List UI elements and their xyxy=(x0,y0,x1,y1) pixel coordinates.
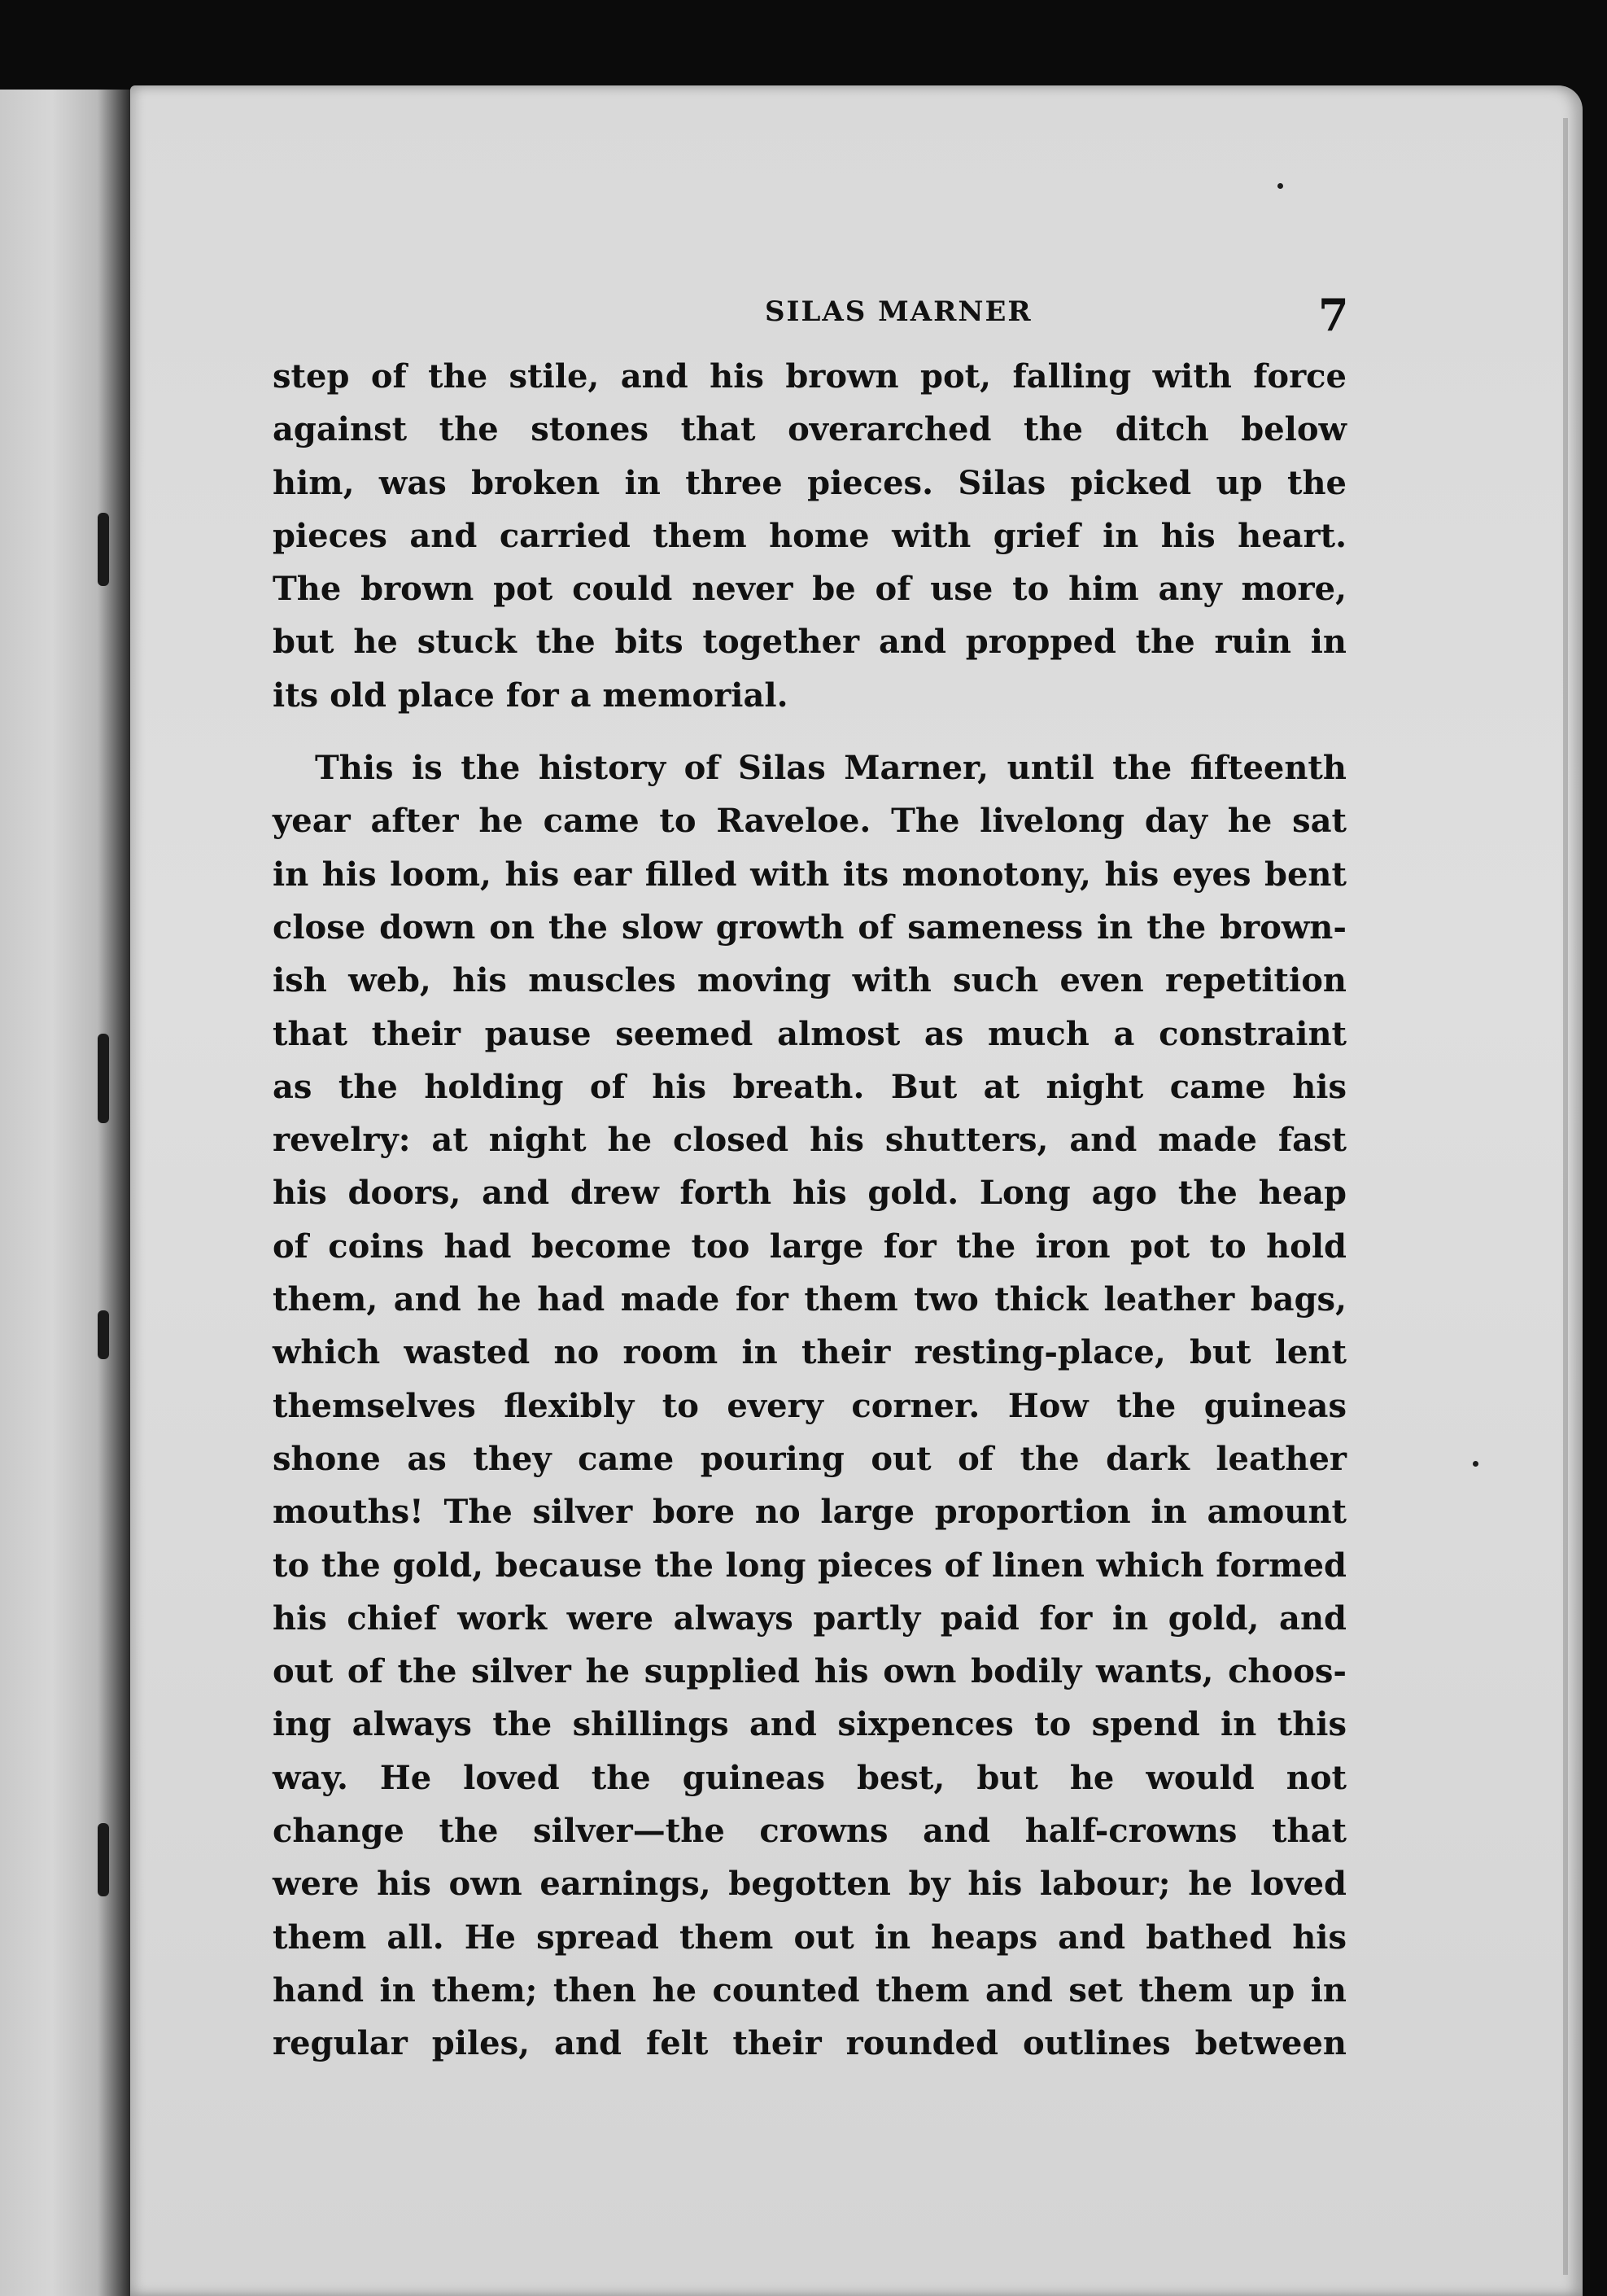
body-text xyxy=(273,350,1347,2071)
text-line: them, and he had made for them two thick leather bags, xyxy=(273,1280,1347,1319)
previous-page-edge xyxy=(0,90,130,2296)
text-line: to the gold, because the long pieces of linen which formed xyxy=(273,1546,1347,1585)
text-line: ing always the shillings and sixpences to spend in this xyxy=(273,1705,1347,1744)
text-line: of coins had become too large for the iron pot to hold xyxy=(273,1227,1347,1266)
text-line: out of the silver he supplied his own bodily wants, choos- xyxy=(273,1652,1347,1691)
text-line: hand in them; then he counted them and set them up in xyxy=(273,1970,1347,2010)
text-line: year after he came to Raveloe. The livelong day he sat xyxy=(273,802,1347,841)
running-head xyxy=(130,289,1583,341)
text-line: regular piles, and felt their rounded outlines between xyxy=(273,2024,1347,2063)
binding-mark xyxy=(98,513,109,586)
text-line: in his loom, his ear filled with its monotony, his eyes bent xyxy=(273,855,1347,894)
text-line: revelry: at night he closed his shutters, and made fast xyxy=(273,1121,1347,1160)
text-line: themselves flexibly to every corner. How the guineas xyxy=(273,1386,1347,1425)
text-line: This is the history of Silas Marner, until the fifteenth xyxy=(315,749,1347,788)
text-line: close down on the slow growth of sameness in the brown- xyxy=(273,907,1347,947)
paragraph-gap xyxy=(273,722,1347,741)
text-line: as the holding of his breath. But at night came his xyxy=(273,1067,1347,1106)
text-line: but he stuck the bits together and propped the ruin in xyxy=(273,623,1347,662)
text-line: which wasted no room in their resting-place, but lent xyxy=(273,1333,1347,1372)
ink-speck xyxy=(1473,1461,1478,1467)
text-line: The brown pot could never be of use to him any more, xyxy=(273,570,1347,609)
text-line: that their pause seemed almost as much a constraint xyxy=(273,1014,1347,1053)
running-title: SILAS MARNER xyxy=(765,295,1033,328)
paragraph-1 xyxy=(273,350,1347,722)
text-line: his doors, and drew forth his gold. Long ago the heap xyxy=(273,1174,1347,1213)
text-line: mouths! The silver bore no large proportion in amount xyxy=(273,1493,1347,1532)
binding-mark xyxy=(98,1310,109,1359)
page-number: 7 xyxy=(1318,289,1349,341)
text-line: were his own earnings, begotten by his labour; he loved xyxy=(273,1865,1347,1904)
text-line: its old place for a memorial. xyxy=(273,676,788,715)
text-line: him, was broken in three pieces. Silas picked up the xyxy=(273,463,1347,502)
text-line: against the stones that overarched the ditch below xyxy=(273,410,1347,449)
text-line: them all. He spread them out in heaps and bathed his xyxy=(273,1918,1347,1957)
ink-speck xyxy=(1277,183,1283,189)
text-line: his chief work were always partly paid for in gold, and xyxy=(273,1598,1347,1638)
text-line: way. He loved the guineas best, but he would not xyxy=(273,1758,1347,1797)
binding-mark xyxy=(98,1034,109,1123)
paragraph-2 xyxy=(273,741,1347,2070)
binding-mark xyxy=(98,1823,109,1896)
text-line: ish web, his muscles moving with such even repetition xyxy=(273,961,1347,1000)
book-page xyxy=(130,85,1583,2296)
text-line: step of the stile, and his brown pot, falling with force xyxy=(273,357,1347,396)
text-line: shone as they came pouring out of the dark leather xyxy=(273,1439,1347,1478)
text-line: pieces and carried them home with grief in his heart. xyxy=(273,516,1347,555)
text-line: change the silver—the crowns and half-crowns that xyxy=(273,1812,1347,1851)
page-edge-shadow xyxy=(1563,118,1568,2275)
